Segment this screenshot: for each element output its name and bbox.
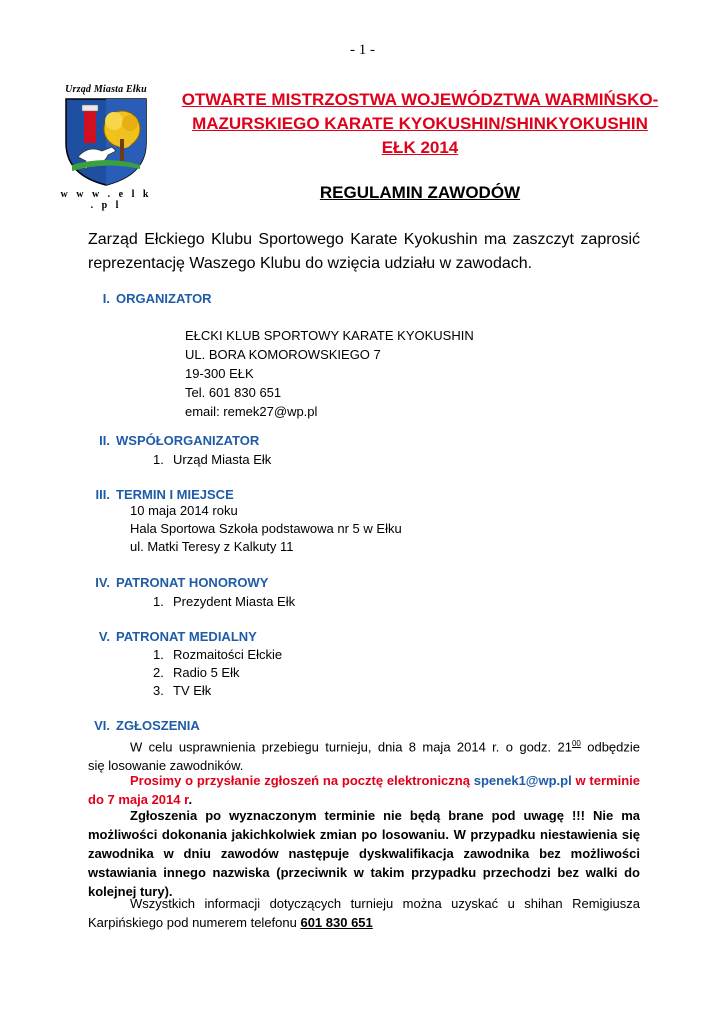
section-heading-termin bbox=[80, 487, 234, 502]
contact-paragraph bbox=[88, 894, 640, 932]
list-text: TV Ełk bbox=[173, 683, 212, 698]
contact-text: Wszystkich informacji dotyczących turnieju można uzyskać u shihan Remigiusza Karpińskiego pod numerem telefonu bbox=[88, 896, 640, 930]
section-number: IV. bbox=[95, 575, 110, 590]
list-number: 1. bbox=[153, 452, 164, 467]
draw-time-sup: 00 bbox=[571, 739, 581, 748]
title-line-2: MAZURSKIEGO KARATE KYOKUSHIN/SHINKYOKUSHIN bbox=[192, 114, 648, 133]
organizer-line: EŁCKI KLUB SPORTOWY KARATE KYOKUSHIN bbox=[185, 328, 474, 343]
section-heading-patronat-medialny bbox=[80, 629, 257, 644]
list-item bbox=[153, 593, 295, 611]
list-number: 1. bbox=[153, 647, 164, 662]
logo-top-text: Urząd Miasta Ełku bbox=[65, 84, 147, 95]
deadline-dot: . bbox=[188, 792, 193, 807]
title-line-1: OTWARTE MISTRZOSTWA WOJEWÓDZTWA WARMIŃSKO- bbox=[181, 90, 659, 109]
list-item bbox=[153, 646, 282, 664]
section-heading-wspolorganizator bbox=[80, 433, 259, 448]
section-heading-organizator bbox=[80, 291, 212, 306]
late-registration-warning: Zgłoszenia po wyznaczonym terminie nie będą brane pod uwagę !!! Nie ma możliwości dokonania jakichkolwiek zmian po losowaniu. W przypadku niestawienia się zawodnika w dniu zawodów następuje dyskwalifikacja zawodnika bez możliwości wstawiania innego nazwiska (przeciwnik w takim przypadku przechodzi bez walki do kolejnej tury). bbox=[88, 808, 640, 899]
section-title: PATRONAT HONOROWY bbox=[116, 575, 269, 590]
organizer-line: 19-300 EŁK bbox=[185, 366, 254, 381]
section-title: WSPÓŁORGANIZATOR bbox=[116, 433, 260, 448]
contact-phone[interactable]: 601 830 651 bbox=[300, 915, 373, 930]
organizer-phone: Tel. 601 830 651 bbox=[185, 385, 282, 400]
list-text: Rozmaitości Ełckie bbox=[173, 647, 283, 662]
event-street: ul. Matki Teresy z Kalkuty 11 bbox=[130, 539, 294, 554]
section-number: V. bbox=[98, 629, 110, 644]
email-request-text: Prosimy o przysłanie zgłoszeń na pocztę elektroniczną bbox=[130, 773, 474, 788]
logo-bottom-text: w w w . e l k . p l bbox=[60, 189, 152, 211]
section-number: II. bbox=[99, 433, 110, 448]
section-title: PATRONAT MEDIALNY bbox=[116, 629, 257, 644]
event-date: 10 maja 2014 roku bbox=[130, 503, 238, 518]
registration-paragraph-draw bbox=[88, 734, 640, 775]
organizer-email: email: remek27@wp.pl bbox=[185, 404, 318, 419]
registration-paragraph-email bbox=[88, 771, 640, 809]
section-number: VI. bbox=[94, 718, 110, 733]
section-heading-patronat-honorowy bbox=[80, 575, 268, 590]
list-item bbox=[153, 682, 282, 700]
list-text: Prezydent Miasta Ełk bbox=[173, 594, 296, 609]
title-line-3: EŁK 2014 bbox=[381, 138, 459, 157]
document-subtitle: REGULAMIN ZAWODÓW bbox=[319, 183, 521, 202]
list-text: Radio 5 Ełk bbox=[173, 665, 240, 680]
draw-text: W celu usprawnienia przebiegu turnieju, dnia 8 maja 2014 r. o godz. 21 bbox=[130, 739, 572, 755]
list-number: 1. bbox=[153, 594, 164, 609]
email-request-text: w terminie bbox=[571, 773, 640, 788]
section-title: ORGANIZATOR bbox=[116, 291, 212, 306]
deadline-text: do 7 maja 2014 r bbox=[88, 792, 189, 807]
section-heading-zgloszenia bbox=[80, 718, 200, 733]
media-patron-list bbox=[153, 646, 282, 700]
section-number: III. bbox=[95, 487, 110, 502]
list-item bbox=[153, 451, 271, 469]
section-title: TERMIN I MIEJSCE bbox=[116, 487, 234, 502]
email-line-1 bbox=[88, 771, 640, 790]
intro-paragraph: Zarząd Ełckiego Klubu Sportowego Karate Kyokushin ma zaszczyt zaprosić reprezentację Waszego Klubu do wzięcia udziału w zawodach. bbox=[88, 231, 640, 272]
event-venue: Hala Sportowa Szkoła podstawowa nr 5 w Ełku bbox=[130, 521, 402, 536]
organizer-line: UL. BORA KOMOROWSKIEGO 7 bbox=[185, 347, 381, 362]
list-item bbox=[153, 664, 282, 682]
registration-email-link[interactable]: spenek1@wp.pl bbox=[473, 773, 572, 788]
document-title bbox=[150, 88, 690, 160]
section-number: I. bbox=[102, 291, 110, 306]
organizer-address bbox=[185, 326, 474, 421]
list-text: Urząd Miasta Ełk bbox=[173, 452, 272, 467]
page-number: - 1 - bbox=[350, 42, 375, 58]
list-number: 2. bbox=[153, 665, 164, 680]
list-number: 3. bbox=[153, 683, 164, 698]
draw-text: odbędzie bbox=[580, 739, 640, 755]
draw-line-2: się losowanie zawodników. bbox=[88, 758, 244, 774]
event-details bbox=[130, 502, 402, 556]
section-title: ZGŁOSZENIA bbox=[116, 718, 200, 733]
coat-of-arms-icon bbox=[58, 95, 154, 187]
draw-line-1 bbox=[88, 734, 640, 756]
city-logo bbox=[58, 84, 154, 211]
